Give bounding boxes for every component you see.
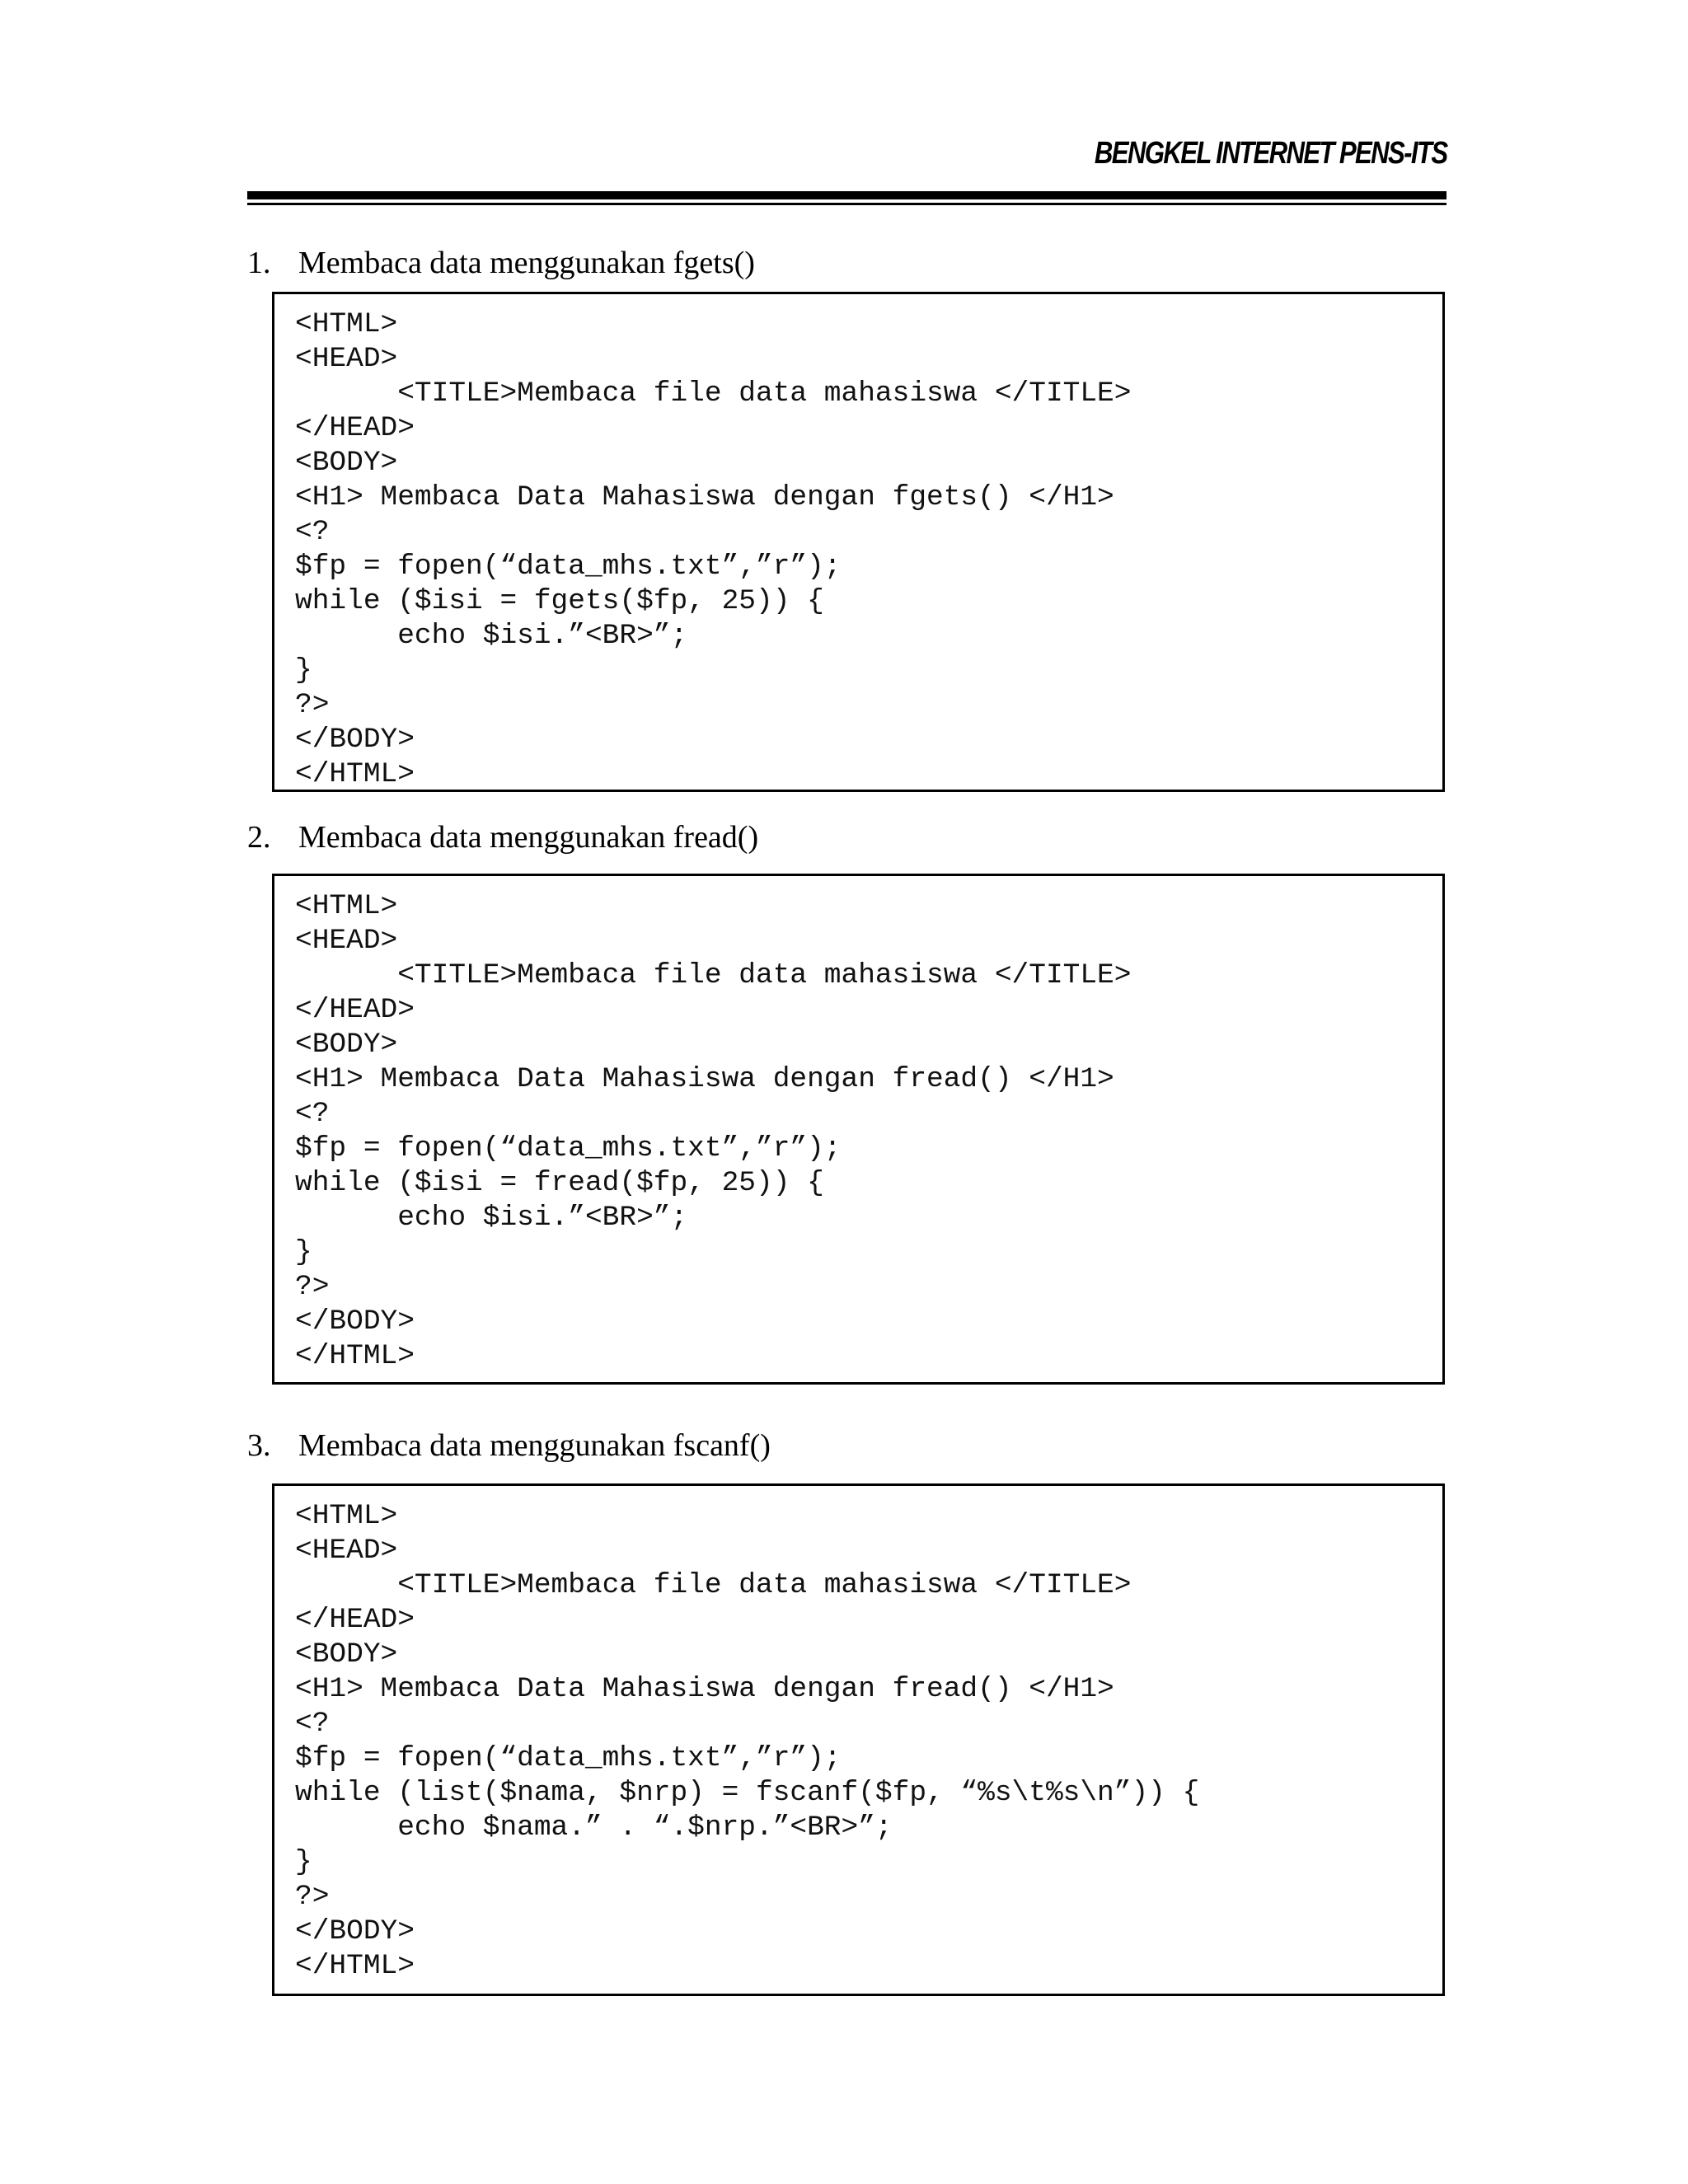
header-rule-thin	[247, 203, 1447, 205]
code-line: }	[295, 1236, 312, 1268]
section-heading-2	[247, 818, 758, 856]
code-line: echo $isi.”<BR>”;	[295, 1202, 688, 1234]
code-line: </HEAD>	[295, 1604, 415, 1636]
code-line: while ($isi = fgets($fp, 25)) {	[295, 585, 824, 617]
code-line: <HTML>	[295, 890, 398, 922]
code-line: while ($isi = fread($fp, 25)) {	[295, 1167, 824, 1199]
code-line: <H1> Membaca Data Mahasiswa dengan fread() </H1>	[295, 1063, 1114, 1095]
header-rule-thick	[247, 191, 1447, 199]
code-line: </BODY>	[295, 724, 415, 756]
code-line: $fp = fopen(“data_mhs.txt”,”r”);	[295, 1742, 842, 1774]
code-line: <HEAD>	[295, 1535, 398, 1567]
code-line: <?	[295, 1708, 330, 1740]
code-line: <TITLE>Membaca file data mahasiswa </TITLE>	[295, 1569, 1132, 1601]
code-line: <HEAD>	[295, 343, 398, 375]
page-header-title: BENGKEL INTERNET PENS-ITS	[1094, 136, 1447, 171]
code-line: <HTML>	[295, 1500, 398, 1532]
code-line: ?>	[295, 1271, 330, 1303]
code-line: <?	[295, 516, 330, 548]
code-line: echo $isi.”<BR>”;	[295, 620, 688, 652]
section-title: Membaca data menggunakan fscanf()	[298, 1428, 771, 1463]
code-line: </HTML>	[295, 1950, 415, 1982]
section-number: 3.	[247, 1428, 271, 1463]
code-line: ?>	[295, 1881, 330, 1913]
code-line: while (list($nama, $nrp) = fscanf($fp, “%s\t%s\n”)) {	[295, 1777, 1200, 1809]
code-line: </HTML>	[295, 1340, 415, 1372]
code-line: <BODY>	[295, 1638, 398, 1671]
code-line: <H1> Membaca Data Mahasiswa dengan fgets() </H1>	[295, 481, 1114, 513]
code-line: </BODY>	[295, 1305, 415, 1338]
code-line: <?	[295, 1098, 330, 1130]
code-line: </BODY>	[295, 1915, 415, 1947]
code-block-fscanf	[272, 1483, 1445, 1996]
code-line: </HEAD>	[295, 994, 415, 1026]
code-line: }	[295, 1846, 312, 1878]
code-block-fgets	[272, 292, 1445, 792]
section-number: 2.	[247, 820, 271, 855]
code-line: <HTML>	[295, 308, 398, 340]
section-heading-3	[247, 1427, 771, 1465]
code-line: <TITLE>Membaca file data mahasiswa </TITLE>	[295, 959, 1132, 991]
code-line: ?>	[295, 689, 330, 721]
code-line: <TITLE>Membaca file data mahasiswa </TITLE>	[295, 377, 1132, 410]
code-line: }	[295, 654, 312, 687]
section-title: Membaca data menggunakan fread()	[298, 820, 759, 855]
code-line: <H1> Membaca Data Mahasiswa dengan fread() </H1>	[295, 1673, 1114, 1705]
code-line: <HEAD>	[295, 925, 398, 957]
code-line: $fp = fopen(“data_mhs.txt”,”r”);	[295, 551, 842, 583]
section-heading-1	[247, 244, 755, 282]
code-line: <BODY>	[295, 447, 398, 479]
code-line: </HEAD>	[295, 412, 415, 444]
code-line: </HTML>	[295, 758, 415, 790]
section-title: Membaca data menggunakan fgets()	[298, 246, 755, 280]
code-line: echo $nama.” . “.$nrp.”<BR>”;	[295, 1811, 893, 1844]
code-block-fread	[272, 874, 1445, 1385]
code-line: <BODY>	[295, 1029, 398, 1061]
section-number: 1.	[247, 246, 271, 280]
code-line: $fp = fopen(“data_mhs.txt”,”r”);	[295, 1132, 842, 1165]
